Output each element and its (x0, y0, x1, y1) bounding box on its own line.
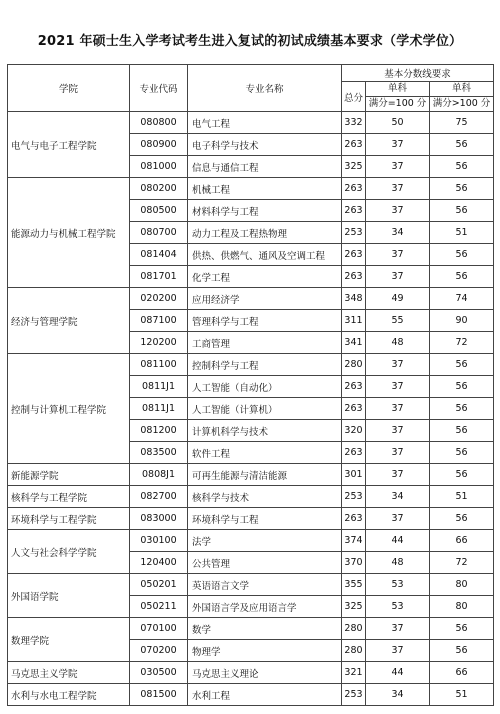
single-100-cell: 50 (366, 112, 430, 134)
total-score-cell: 263 (342, 200, 366, 222)
major-name-cell: 马克思主义理论 (188, 662, 342, 684)
header-basic-requirement: 基本分数线要求 (342, 65, 494, 82)
header-total: 总分 (342, 82, 366, 112)
single-gt100-cell: 56 (430, 156, 494, 178)
single-100-cell: 34 (366, 222, 430, 244)
total-score-cell: 263 (342, 398, 366, 420)
table-row (8, 574, 494, 596)
single-gt100-cell: 56 (430, 266, 494, 288)
single-100-cell: 37 (366, 266, 430, 288)
single-gt100-cell: 56 (430, 464, 494, 486)
single-gt100-cell: 56 (430, 508, 494, 530)
single-gt100-cell: 51 (430, 486, 494, 508)
single-100-cell: 49 (366, 288, 430, 310)
total-score-cell: 332 (342, 112, 366, 134)
code-cell: 081200 (130, 420, 188, 442)
total-score-cell: 348 (342, 288, 366, 310)
single-gt100-cell: 56 (430, 618, 494, 640)
table-row (8, 486, 494, 508)
single-gt100-cell: 56 (430, 200, 494, 222)
header-full-100: 满分=100 分 (366, 97, 430, 112)
table-row (8, 662, 494, 684)
code-cell: 081100 (130, 354, 188, 376)
single-gt100-cell: 56 (430, 178, 494, 200)
total-score-cell: 301 (342, 464, 366, 486)
single-100-cell: 55 (366, 310, 430, 332)
total-score-cell: 280 (342, 618, 366, 640)
table-row (8, 178, 494, 200)
single-gt100-cell: 56 (430, 442, 494, 464)
code-cell: 081000 (130, 156, 188, 178)
code-cell: 081404 (130, 244, 188, 266)
single-gt100-cell: 51 (430, 684, 494, 706)
single-100-cell: 37 (366, 464, 430, 486)
single-gt100-cell: 80 (430, 596, 494, 618)
single-gt100-cell: 56 (430, 376, 494, 398)
single-gt100-cell: 56 (430, 640, 494, 662)
school-cell: 马克思主义学院 (8, 662, 130, 684)
major-name-cell: 信息与通信工程 (188, 156, 342, 178)
single-100-cell: 37 (366, 200, 430, 222)
major-name-cell: 材料科学与工程 (188, 200, 342, 222)
major-name-cell: 机械工程 (188, 178, 342, 200)
total-score-cell: 263 (342, 266, 366, 288)
code-cell: 120400 (130, 552, 188, 574)
total-score-cell: 253 (342, 486, 366, 508)
major-name-cell: 动力工程及工程热物理 (188, 222, 342, 244)
table-body (8, 112, 494, 706)
single-100-cell: 37 (366, 508, 430, 530)
major-name-cell: 可再生能源与清洁能源 (188, 464, 342, 486)
major-name-cell: 软件工程 (188, 442, 342, 464)
code-cell: 080700 (130, 222, 188, 244)
total-score-cell: 280 (342, 354, 366, 376)
school-cell: 环境科学与工程学院 (8, 508, 130, 530)
total-score-cell: 341 (342, 332, 366, 354)
major-name-cell: 公共管理 (188, 552, 342, 574)
school-cell: 新能源学院 (8, 464, 130, 486)
school-cell: 核科学与工程学院 (8, 486, 130, 508)
code-cell: 080500 (130, 200, 188, 222)
major-name-cell: 英语语言文学 (188, 574, 342, 596)
header-full-gt100: 满分>100 分 (430, 97, 494, 112)
total-score-cell: 280 (342, 640, 366, 662)
single-100-cell: 37 (366, 376, 430, 398)
school-cell: 控制与计算机工程学院 (8, 354, 130, 464)
major-name-cell: 控制科学与工程 (188, 354, 342, 376)
major-name-cell: 核科学与技术 (188, 486, 342, 508)
major-name-cell: 工商管理 (188, 332, 342, 354)
table-row (8, 530, 494, 552)
single-gt100-cell: 56 (430, 398, 494, 420)
major-name-cell: 水利工程 (188, 684, 342, 706)
single-100-cell: 37 (366, 618, 430, 640)
table-row (8, 618, 494, 640)
score-table (7, 64, 494, 706)
document-title: 2021 年硕士生入学考试考生进入复试的初试成绩基本要求（学术学位） (37, 34, 463, 49)
major-name-cell: 电子科学与技术 (188, 134, 342, 156)
single-gt100-cell: 66 (430, 530, 494, 552)
major-name-cell: 外国语言学及应用语言学 (188, 596, 342, 618)
single-100-cell: 37 (366, 134, 430, 156)
single-100-cell: 53 (366, 574, 430, 596)
single-100-cell: 53 (366, 596, 430, 618)
single-gt100-cell: 75 (430, 112, 494, 134)
single-100-cell: 34 (366, 486, 430, 508)
code-cell: 020200 (130, 288, 188, 310)
single-gt100-cell: 51 (430, 222, 494, 244)
code-cell: 080900 (130, 134, 188, 156)
table-row (8, 508, 494, 530)
single-gt100-cell: 56 (430, 420, 494, 442)
major-name-cell: 人工智能（计算机） (188, 398, 342, 420)
code-cell: 030500 (130, 662, 188, 684)
total-score-cell: 263 (342, 178, 366, 200)
total-score-cell: 263 (342, 442, 366, 464)
total-score-cell: 355 (342, 574, 366, 596)
code-cell: 081701 (130, 266, 188, 288)
major-name-cell: 数学 (188, 618, 342, 640)
single-100-cell: 37 (366, 640, 430, 662)
code-cell: 0808J1 (130, 464, 188, 486)
major-name-cell: 人工智能（自动化） (188, 376, 342, 398)
table-row (8, 464, 494, 486)
single-gt100-cell: 66 (430, 662, 494, 684)
header-single-gt100: 单科 (430, 82, 494, 97)
code-cell: 083000 (130, 508, 188, 530)
school-cell: 水利与水电工程学院 (8, 684, 130, 706)
major-name-cell: 环境科学与工程 (188, 508, 342, 530)
school-cell: 外国语学院 (8, 574, 130, 618)
code-cell: 030100 (130, 530, 188, 552)
code-cell: 070200 (130, 640, 188, 662)
total-score-cell: 253 (342, 684, 366, 706)
school-cell: 能源动力与机械工程学院 (8, 178, 130, 288)
total-score-cell: 263 (342, 134, 366, 156)
single-100-cell: 44 (366, 662, 430, 684)
single-gt100-cell: 72 (430, 332, 494, 354)
single-100-cell: 44 (366, 530, 430, 552)
total-score-cell: 374 (342, 530, 366, 552)
single-gt100-cell: 56 (430, 244, 494, 266)
major-name-cell: 供热、供燃气、通风及空调工程 (188, 244, 342, 266)
single-100-cell: 37 (366, 178, 430, 200)
total-score-cell: 311 (342, 310, 366, 332)
code-cell: 080200 (130, 178, 188, 200)
code-cell: 0811J1 (130, 376, 188, 398)
total-score-cell: 320 (342, 420, 366, 442)
code-cell: 082700 (130, 486, 188, 508)
header-single-100: 单科 (366, 82, 430, 97)
code-cell: 070100 (130, 618, 188, 640)
single-gt100-cell: 80 (430, 574, 494, 596)
single-100-cell: 34 (366, 684, 430, 706)
single-100-cell: 37 (366, 398, 430, 420)
major-name-cell: 物理学 (188, 640, 342, 662)
school-cell: 经济与管理学院 (8, 288, 130, 354)
header-school: 学院 (8, 65, 130, 112)
single-100-cell: 37 (366, 244, 430, 266)
code-cell: 087100 (130, 310, 188, 332)
code-cell: 120200 (130, 332, 188, 354)
major-name-cell: 应用经济学 (188, 288, 342, 310)
single-100-cell: 48 (366, 332, 430, 354)
header-code: 专业代码 (130, 65, 188, 112)
major-name-cell: 法学 (188, 530, 342, 552)
single-100-cell: 37 (366, 156, 430, 178)
total-score-cell: 253 (342, 222, 366, 244)
single-gt100-cell: 56 (430, 134, 494, 156)
code-cell: 080800 (130, 112, 188, 134)
school-cell: 数理学院 (8, 618, 130, 662)
table-row (8, 684, 494, 706)
total-score-cell: 321 (342, 662, 366, 684)
total-score-cell: 263 (342, 376, 366, 398)
total-score-cell: 325 (342, 156, 366, 178)
code-cell: 083500 (130, 442, 188, 464)
code-cell: 050211 (130, 596, 188, 618)
table-row (8, 288, 494, 310)
table-row (8, 112, 494, 134)
header-major: 专业名称 (188, 65, 342, 112)
major-name-cell: 管理科学与工程 (188, 310, 342, 332)
major-name-cell: 计算机科学与技术 (188, 420, 342, 442)
total-score-cell: 263 (342, 244, 366, 266)
single-gt100-cell: 74 (430, 288, 494, 310)
major-name-cell: 化学工程 (188, 266, 342, 288)
single-100-cell: 48 (366, 552, 430, 574)
single-100-cell: 37 (366, 420, 430, 442)
total-score-cell: 370 (342, 552, 366, 574)
code-cell: 050201 (130, 574, 188, 596)
school-cell: 电气与电子工程学院 (8, 112, 130, 178)
single-gt100-cell: 90 (430, 310, 494, 332)
school-cell: 人文与社会科学学院 (8, 530, 130, 574)
single-100-cell: 37 (366, 442, 430, 464)
major-name-cell: 电气工程 (188, 112, 342, 134)
single-gt100-cell: 56 (430, 354, 494, 376)
single-gt100-cell: 72 (430, 552, 494, 574)
code-cell: 081500 (130, 684, 188, 706)
single-100-cell: 37 (366, 354, 430, 376)
code-cell: 0811J1 (130, 398, 188, 420)
table-row (8, 354, 494, 376)
total-score-cell: 263 (342, 508, 366, 530)
total-score-cell: 325 (342, 596, 366, 618)
